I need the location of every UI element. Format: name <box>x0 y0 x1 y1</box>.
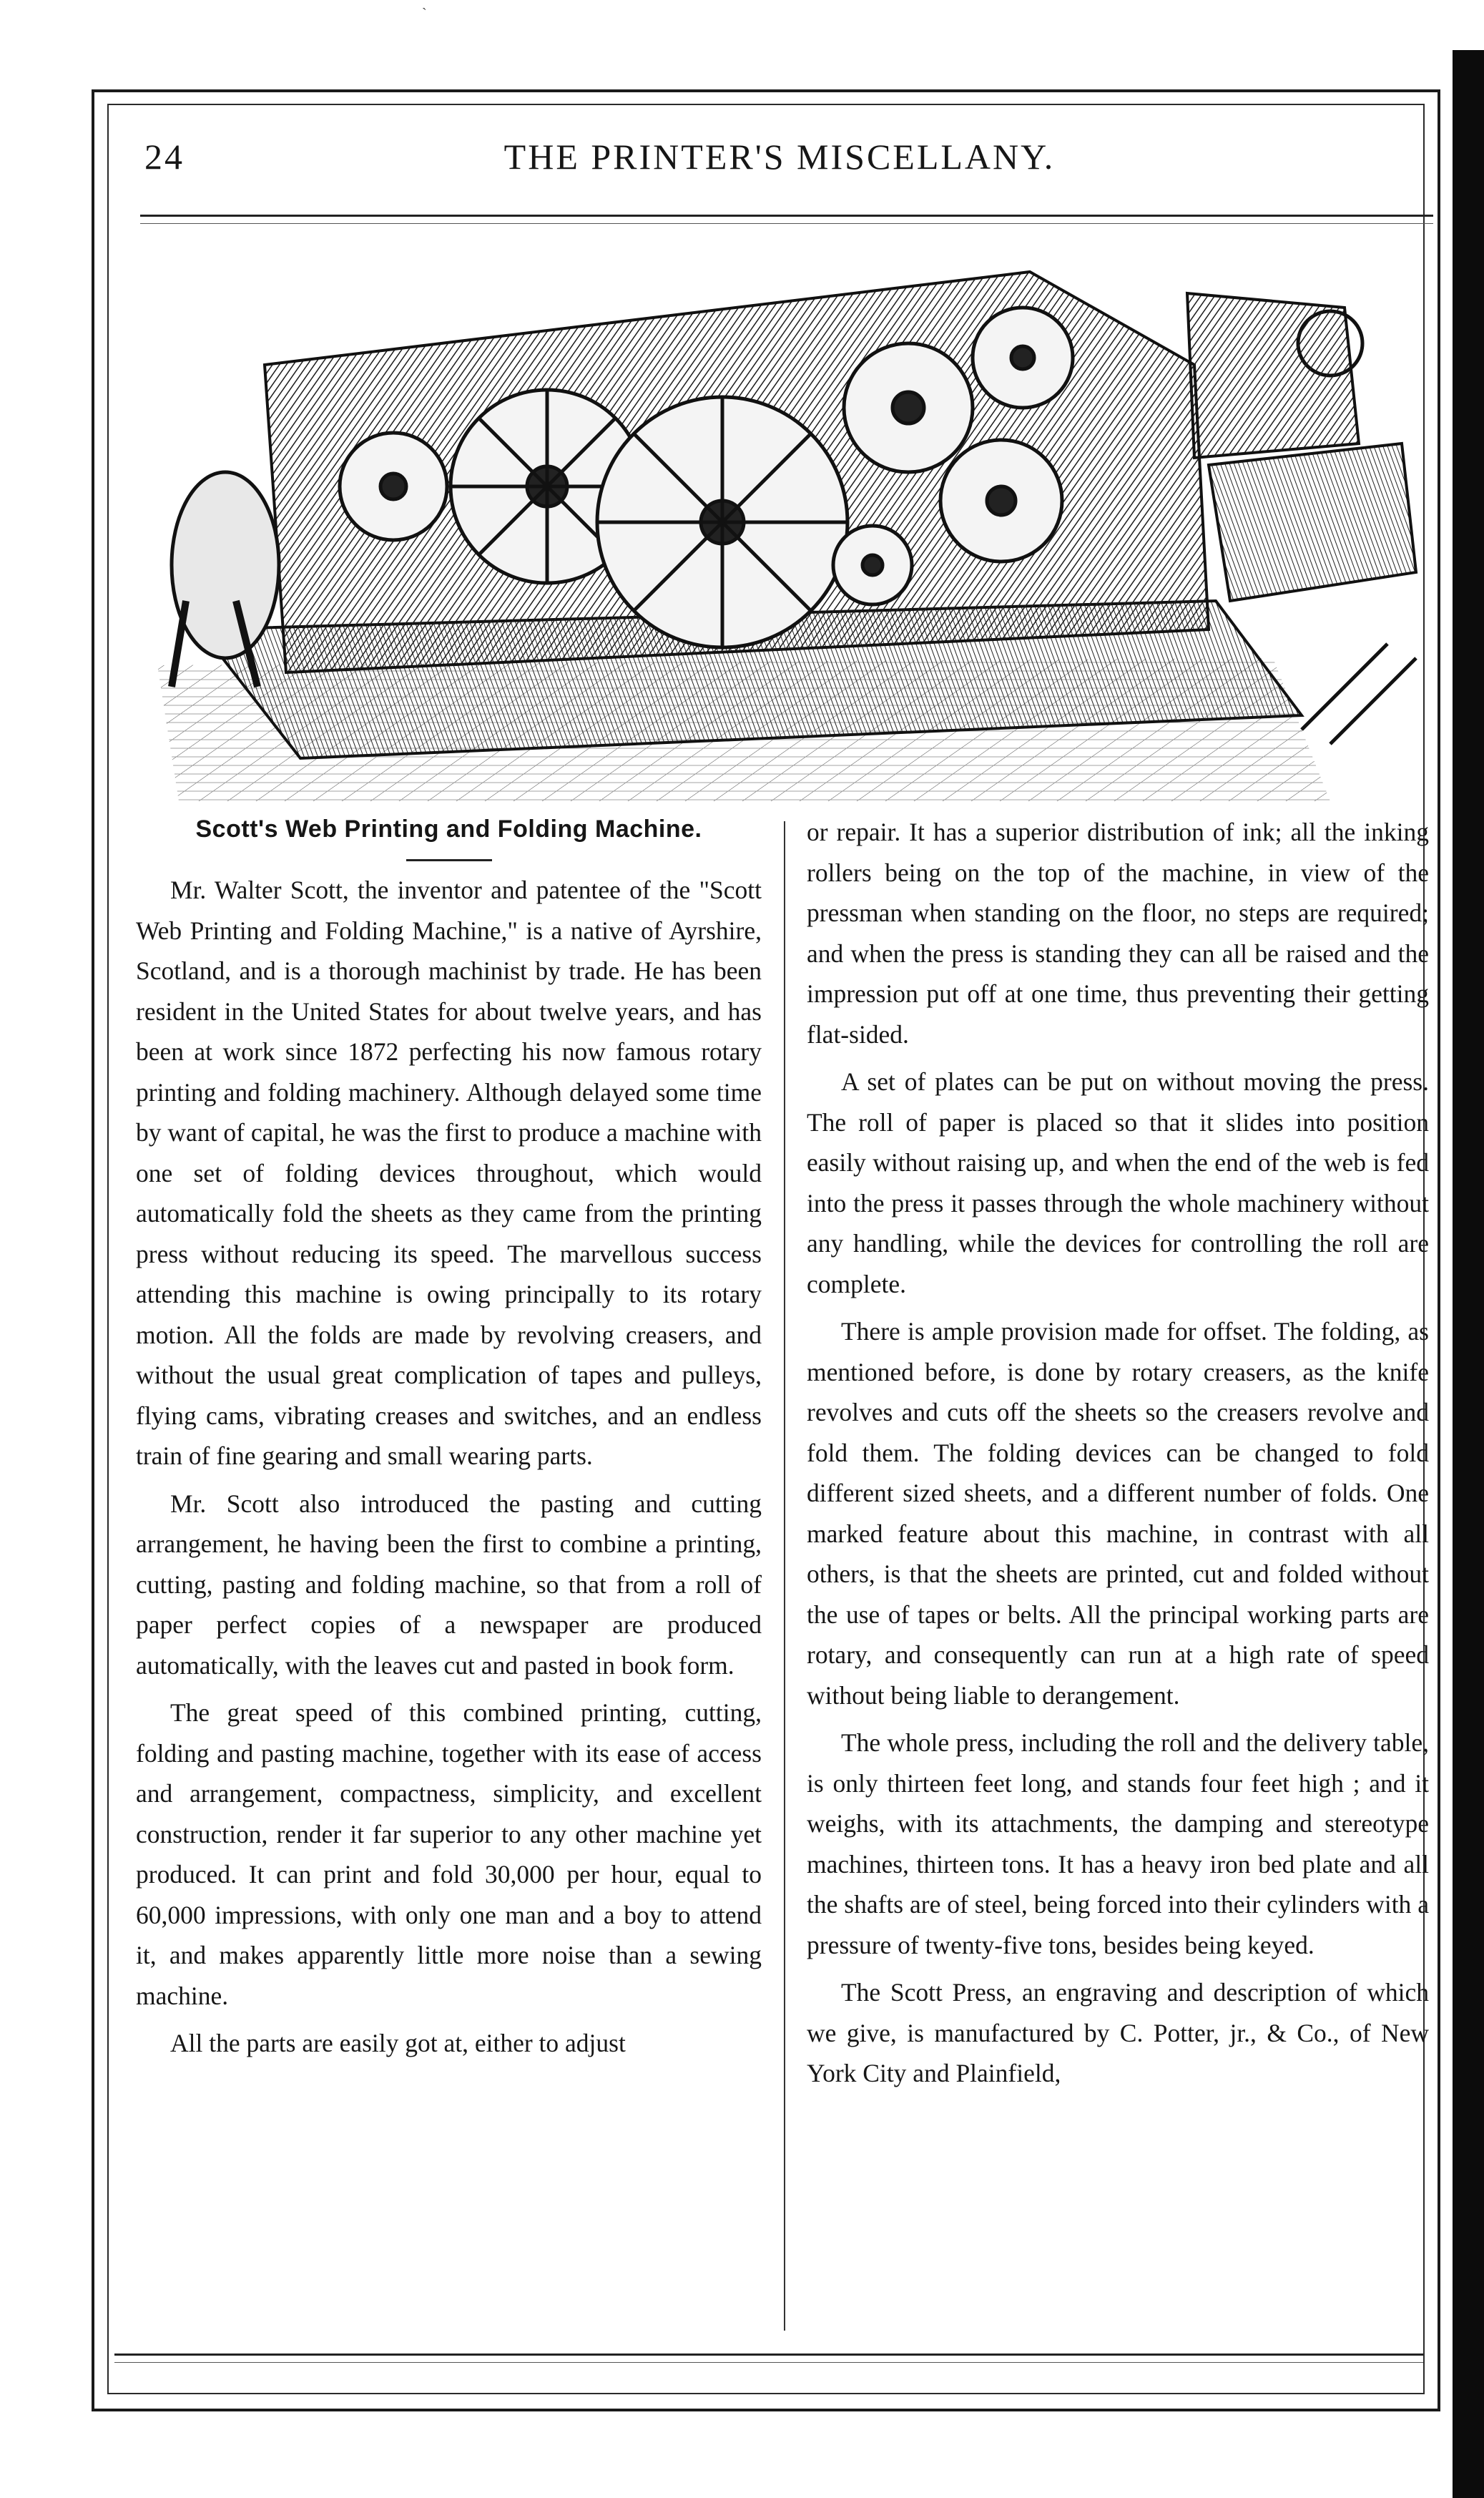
paragraph: There is ample provision made for offset. The folding, as mentioned before, is done by rotary creasers, as the knife revolves and cuts off the sheets so the creasers revolve and fold them. The folding devices can be changed to fold different sized sheets, and a different number of folds. One marked feature about this machine, in contrast with all others, is that the sheets are printed, cut and folded without the use of tapes or belts. All the principal working parts are rotary, and consequently can run at a high rate of speed without being liable to derangement. <box>807 1317 1429 1710</box>
press-illustration <box>157 229 1430 801</box>
left-column <box>136 812 762 2071</box>
illustration-caption: Scott's Web Printing and Folding Machine. <box>195 815 702 843</box>
paragraph: The great speed of this combined printing, cutting, folding and pasting machine, together with its ease of access and arrangement, compactness, simplicity, and excellent construction, render it far superior to any other machine yet produced. It can print and fold 30,000 per hour, equal to 60,000 impressions, with only one man and a boy to attend it, and makes apparently little more noise than a sewing machine. <box>136 1698 762 2010</box>
paragraph: All the parts are easily got at, either to adjust <box>170 2029 626 2057</box>
column-divider <box>784 821 785 2331</box>
right-column <box>807 812 1429 2101</box>
footer-rule <box>114 2353 1423 2356</box>
scan-speck: ` <box>422 6 427 21</box>
paragraph: A set of plates can be put on without moving the press. The roll of paper is placed so that it slides into position easily without raising up, and when the end of the web is fed into the press it passes through the whole machinery without any handling, while the devices for controlling the roll are complete. <box>807 1067 1429 1298</box>
paragraph: The Scott Press, an engraving and description of which we give, is manufactured by C. Potter, jr., & Co., of New York City and Plainfield, <box>807 1978 1429 2087</box>
footer-rule-thin <box>114 2362 1423 2363</box>
paragraph: The whole press, including the roll and the delivery table, is only thirteen feet long, and stands four feet high ; and it weighs, with its attachments, the damping and stereotype machines, thirteen tons. It has a heavy iron bed plate and all the shafts are of steel, being forced into their cylinders with a pressure of twenty-five tons, besides being keyed. <box>807 1728 1429 1959</box>
running-head <box>136 136 1423 193</box>
folding-unit <box>1187 293 1359 458</box>
header-rule-thin <box>140 223 1433 224</box>
delivery-table <box>1209 444 1416 601</box>
header-rule <box>140 215 1433 217</box>
paper-roll <box>172 472 279 658</box>
press-engraving <box>157 229 1430 801</box>
scan-shadow-edge <box>1453 50 1484 2498</box>
journal-title: THE PRINTER'S MISCELLANY. <box>503 137 1056 177</box>
page-number: 24 <box>144 137 185 177</box>
caption-rule <box>406 859 492 861</box>
paragraph: Mr. Scott also introduced the pasting and cutting arrangement, he having been the first to combine a printing, cutting, pasting and folding machine, so that from a roll of paper perfect copies of a newspaper are produced automatically, with the leaves cut and pasted in book form. <box>136 1489 762 1680</box>
paragraph: Mr. Walter Scott, the inventor and patentee of the "Scott Web Printing and Folding Machine," is a native of Ayrshire, Scotland, and is a thorough machinist by trade. He has been resident in the United States for about twelve years, and has been at work since 1872 perfecting his now famous rotary printing and folding machinery. Although delayed some time by want of capital, he was the first to produce a machine with one set of folding devices throughout, which would automatically fold the sheets as they came from the printing press without reducing its speed. The marvellous success attending this machine is owing principally to its rotary motion. All the folds are made by revolving creasers, and without the usual great complication of tapes and pulleys, flying cams, vibrating creases and switches, and an endless train of fine gearing and small wearing parts. <box>136 876 762 1470</box>
paragraph: or repair. It has a superior distribution of ink; all the inking rollers being on the top of the machine, in view of the pressman when standing on the floor, no steps are required; and when the press is standing they can all be raised and the impression put off at one time, thus preventing their getting flat-sided. <box>807 818 1429 1049</box>
